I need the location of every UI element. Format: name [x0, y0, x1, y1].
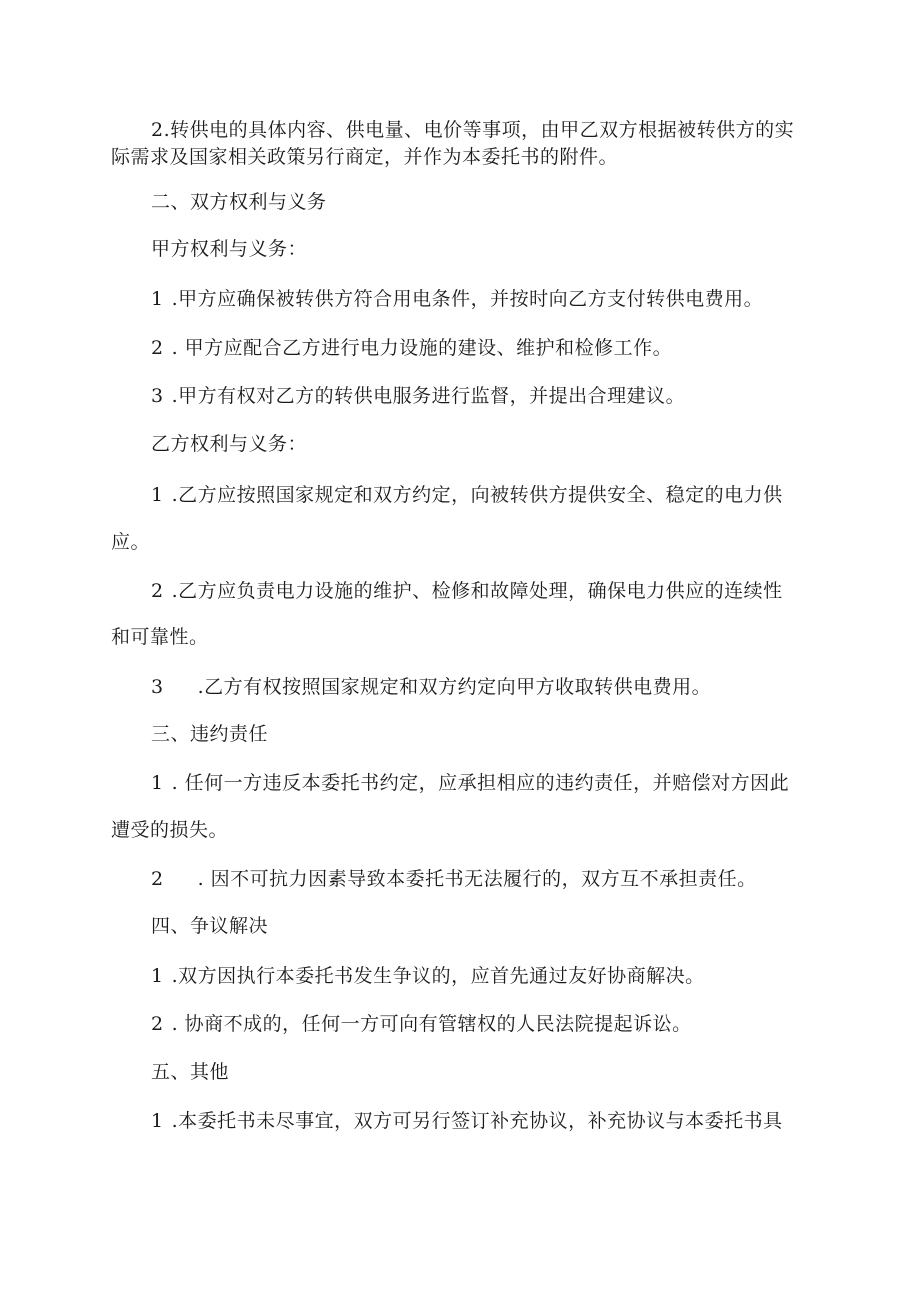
item-number: 2 — [151, 1013, 164, 1035]
item-text: .乙方应按照国家规定和双方约定，向被转供方提供安全、稳定的电力供 — [171, 484, 783, 506]
paragraph-line: 际需求及国家相关政策另行商定，并作为本委托书的附件。 — [111, 146, 619, 168]
item-number: 2 — [151, 868, 164, 890]
section-heading: 四、争议解决 — [151, 915, 269, 937]
item-number: 1 — [151, 965, 164, 987]
paragraph-line: 2.转供电的具体内容、供电量、电价等事项，由甲乙双方根据被转供方的实 — [151, 119, 795, 141]
item-text: .乙方有权按照国家规定和双方约定向甲方收取转供电费用。 — [197, 676, 712, 698]
item-text: . 协商不成的，任何一方可向有管辖权的人民法院提起诉讼。 — [171, 1013, 692, 1035]
list-item — [151, 579, 783, 603]
item-text: .双方因执行本委托书发生争议的，应首先通过友好协商解决。 — [171, 965, 705, 987]
list-item — [151, 867, 757, 891]
list-item-continuation: 和可靠性。 — [111, 626, 209, 648]
item-number: 3 — [151, 385, 164, 407]
item-number: 2 — [151, 337, 164, 359]
item-text: . 任何一方违反本委托书约定，应承担相应的违约责任，并赔偿对方因此 — [171, 772, 790, 794]
section-heading: 三、违约责任 — [151, 723, 269, 745]
list-item — [151, 483, 783, 507]
item-text: .本委托书未尽事宜，双方可另行签订补充协议，补充协议与本委托书具 — [171, 1110, 783, 1132]
item-number: 1 — [151, 1110, 164, 1132]
item-text: .乙方应负责电力设施的维护、检修和故障处理，确保电力供应的连续性 — [171, 580, 783, 602]
subsection-heading: 甲方权利与义务： — [151, 238, 308, 260]
item-number: 3 — [151, 676, 164, 698]
item-number: 1 — [151, 288, 164, 310]
list-item-continuation: 遭受的损失。 — [111, 819, 229, 841]
item-text: .甲方有权对乙方的转供电服务进行监督，并提出合理建议。 — [171, 385, 686, 407]
list-item — [151, 771, 789, 795]
item-text: . 因不可抗力因素导致本委托书无法履行的，双方互不承担责任。 — [197, 868, 757, 890]
list-item — [151, 675, 711, 699]
list-item — [151, 1109, 783, 1133]
list-item — [151, 964, 705, 988]
section-heading: 五、其他 — [151, 1061, 230, 1083]
item-text: .甲方应确保被转供方符合用电条件，并按时向乙方支付转供电费用。 — [171, 288, 764, 310]
list-item-continuation: 应。 — [111, 531, 151, 553]
item-number: 1 — [151, 484, 164, 506]
section-heading: 二、双方权利与义务 — [151, 191, 327, 213]
list-item — [151, 287, 763, 311]
item-text: . 甲方应配合乙方进行电力设施的建设、维护和检修工作。 — [171, 337, 673, 359]
list-item — [151, 1012, 692, 1036]
item-number: 2 — [151, 580, 164, 602]
list-item — [151, 384, 685, 408]
subsection-heading: 乙方权利与义务： — [151, 433, 308, 455]
item-number: 1 — [151, 772, 164, 794]
list-item — [151, 336, 672, 360]
